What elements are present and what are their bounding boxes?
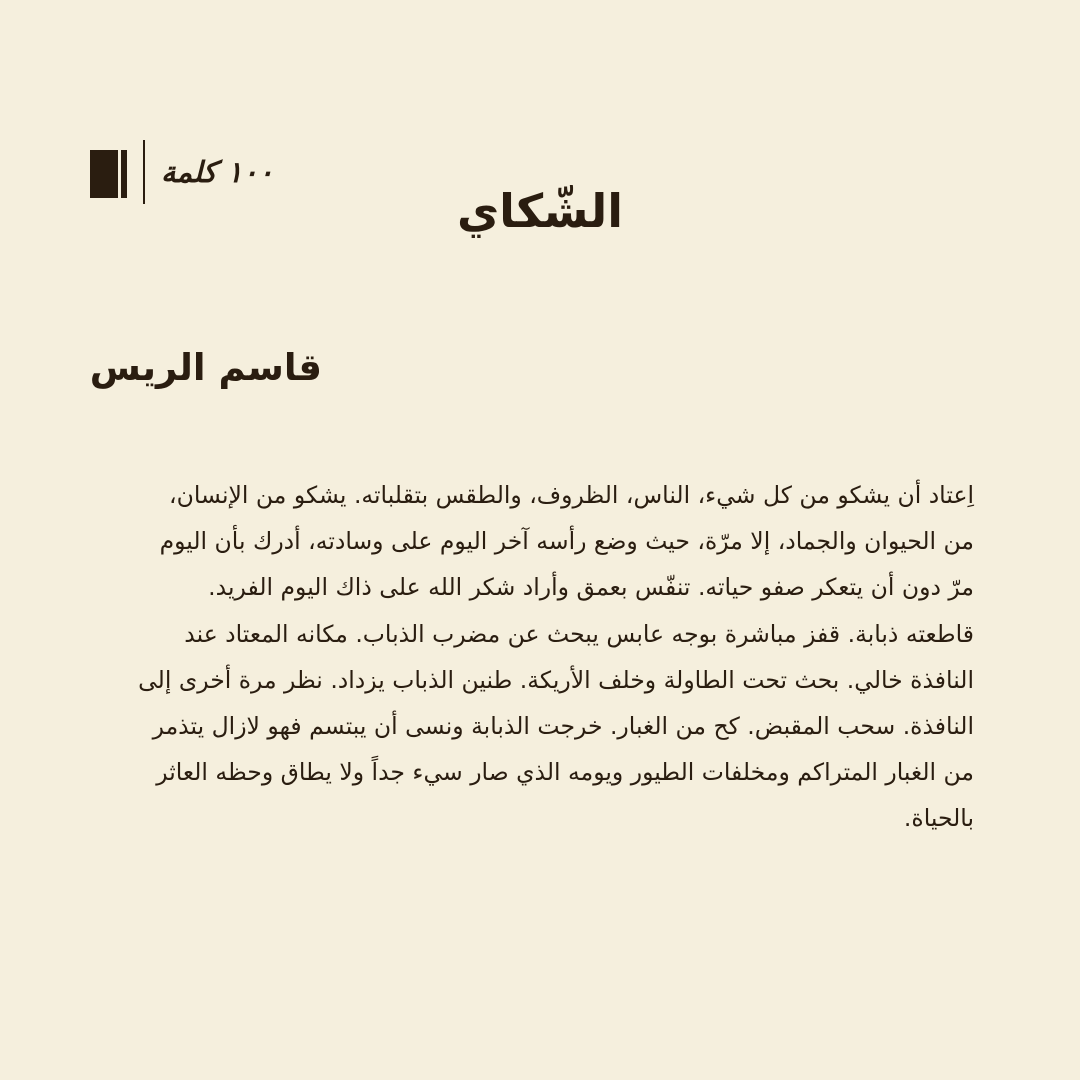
story-line: قاطعته ذبابة. قفز مباشرة بوجه عابس يبحث عن مضرب الذباب. مكانه المعتاد عند	[184, 619, 974, 648]
story-line: النافذة. سحب المقبض. كح من الغبار. خرجت الذبابة ونسى أن يبتسم فهو لازال يتذمر	[152, 711, 974, 740]
story-line: اِعتاد أن يشكو من كل شيء، الناس، الظروف، والطقس بتقلباته. يشكو من الإنسان،	[169, 481, 974, 509]
story-line: من الغبار المتراكم ومخلفات الطيور ويومه الذي صار سيء جداً ولا يطاق وحظه العاثر	[156, 758, 974, 787]
brand-label: ١٠٠ كلمة	[161, 154, 274, 189]
story-body	[106, 472, 974, 842]
story-line: من الحيوان والجماد، إلا مرّة، حيث وضع رأسه آخر اليوم على وسادته، أدرك بأن اليوم	[159, 527, 974, 556]
story-author: قاسم الريس	[89, 346, 322, 389]
story-line: بالحياة.	[903, 804, 974, 833]
story-line: مرّ دون أن يتعكر صفو حياته. تنفّس بعمق وأراد شكر الله على ذاك اليوم الفريد.	[208, 573, 974, 602]
story-line: النافذة خالي. بحث تحت الطاولة وخلف الأريكة. طنين الذباب يزداد. نظر مرة أخرى إلى	[138, 665, 974, 694]
story-title: الشّكاي	[456, 184, 624, 238]
